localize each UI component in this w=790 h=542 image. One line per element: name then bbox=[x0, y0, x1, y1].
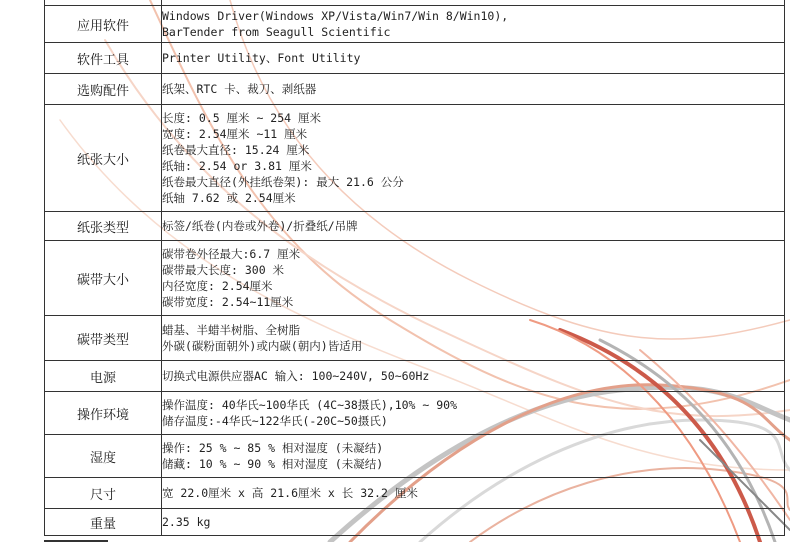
table-row bbox=[45, 435, 785, 478]
table-row bbox=[45, 361, 785, 392]
row-label: 尺寸 bbox=[45, 478, 162, 509]
row-value bbox=[162, 509, 785, 536]
row-label: 碳带类型 bbox=[45, 316, 162, 361]
table-row bbox=[45, 392, 785, 435]
row-value bbox=[162, 478, 785, 509]
row-value bbox=[162, 435, 785, 478]
row-label: 选购配件 bbox=[45, 74, 162, 105]
row-label: 碳带大小 bbox=[45, 241, 162, 316]
value-line: 宽 22.0厘米 x 高 21.6厘米 x 长 32.2 厘米 bbox=[162, 486, 418, 500]
value-line: 操作: 25 % ~ 85 % 相对湿度 (未凝结) bbox=[162, 441, 384, 455]
value-line: 切换式电源供应器AC 输入: 100~240V, 50~60Hz bbox=[162, 369, 430, 383]
row-label: 软件工具 bbox=[45, 43, 162, 74]
value-line: Windows Driver(Windows XP/Vista/Win7/Win 8/Win10), bbox=[162, 9, 509, 23]
table-row bbox=[45, 6, 785, 43]
table-row bbox=[45, 509, 785, 536]
table-row bbox=[45, 316, 785, 361]
value-line: 纸卷最大直径: 15.24 厘米 bbox=[162, 143, 310, 157]
row-label: 湿度 bbox=[45, 435, 162, 478]
row-label: 应用软件 bbox=[45, 6, 162, 43]
row-value bbox=[162, 74, 785, 105]
row-value bbox=[162, 241, 785, 316]
value-line: 纸卷最大直径(外挂纸卷架): 最大 21.6 公分 bbox=[162, 175, 404, 189]
value-line: 操作温度: 40华氏~100华氏 (4C~38摄氏),10% ~ 90% bbox=[162, 398, 458, 412]
value-line: 碳带卷外径最大:6.7 厘米 bbox=[162, 247, 301, 261]
row-label: 纸张类型 bbox=[45, 212, 162, 241]
table-row bbox=[45, 43, 785, 74]
value-line: 碳带宽度: 2.54~11厘米 bbox=[162, 295, 294, 309]
table-row bbox=[45, 241, 785, 316]
value-line: 宽度: 2.54厘米 ~11 厘米 bbox=[162, 127, 308, 141]
value-line: 2.35 kg bbox=[162, 515, 211, 529]
row-label: 电源 bbox=[45, 361, 162, 392]
row-label: 重量 bbox=[45, 509, 162, 536]
value-line: 储存温度:-4华氏~122华氏(-20C~50摄氏) bbox=[162, 414, 388, 428]
row-value bbox=[162, 105, 785, 212]
row-value bbox=[162, 212, 785, 241]
row-label: 纸张大小 bbox=[45, 105, 162, 212]
value-line: 碳带最大长度: 300 米 bbox=[162, 263, 285, 277]
table-row bbox=[45, 478, 785, 509]
value-line: Printer Utility、Font Utility bbox=[162, 51, 361, 65]
row-value bbox=[162, 316, 785, 361]
table-row bbox=[45, 74, 785, 105]
table-row bbox=[45, 105, 785, 212]
row-value bbox=[162, 43, 785, 74]
row-value bbox=[162, 6, 785, 43]
value-line: 蜡基、半蜡半树脂、全树脂 bbox=[162, 323, 300, 337]
value-line: BarTender from Seagull Scientific bbox=[162, 25, 391, 39]
spec-table bbox=[44, 0, 785, 536]
value-line: 纸轴 7.62 或 2.54厘米 bbox=[162, 191, 296, 205]
row-value bbox=[162, 392, 785, 435]
value-line: 长度: 0.5 厘米 ~ 254 厘米 bbox=[162, 111, 322, 125]
table-row bbox=[45, 212, 785, 241]
value-line: 内径宽度: 2.54厘米 bbox=[162, 279, 273, 293]
row-label: 操作环境 bbox=[45, 392, 162, 435]
value-line: 标签/纸卷(内卷或外卷)/折叠纸/吊牌 bbox=[162, 219, 358, 233]
value-line: 外碳(碳粉面朝外)或内碳(朝内)皆适用 bbox=[162, 339, 363, 353]
value-line: 纸架、RTC 卡、裁刀、剥纸器 bbox=[162, 82, 317, 96]
value-line: 储藏: 10 % ~ 90 % 相对湿度 (未凝结) bbox=[162, 457, 384, 471]
row-value bbox=[162, 361, 785, 392]
value-line: 纸轴: 2.54 or 3.81 厘米 bbox=[162, 159, 312, 173]
